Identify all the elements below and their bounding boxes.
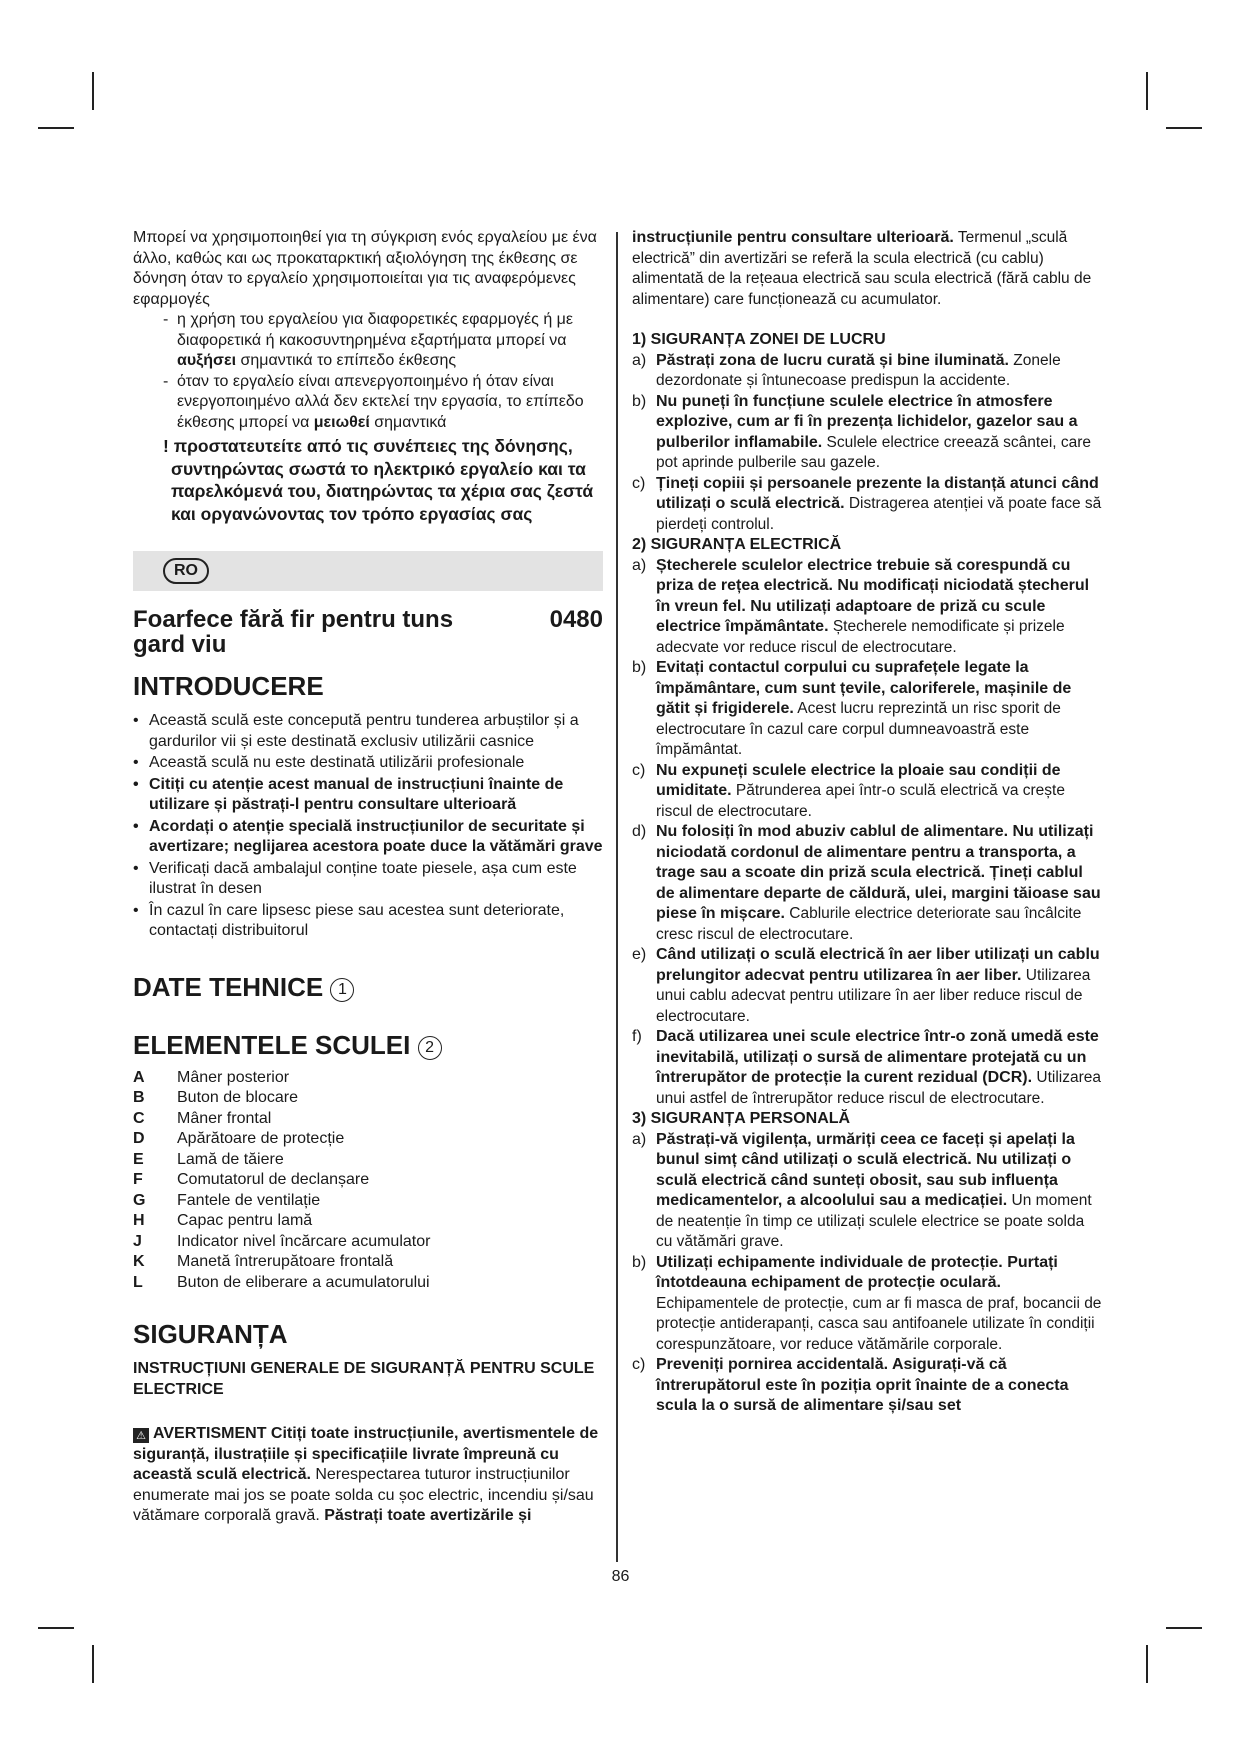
parts-list: A Mâner posterior B Buton de blocare C Mâner frontal D Apărătoare de protecție E Lamă de tăiere F Comutatorul de declanșare G Fantele de ventilație H Capac pentru lamă J Indicator nivel încărcare acumulator K Manetă întrerupătoare frontală L Buton de eliberare a acumulatorului bbox=[133, 1068, 603, 1294]
section-title: 3) SIGURANȚA PERSONALĂ bbox=[632, 1110, 851, 1127]
crop-mark bbox=[1146, 1645, 1148, 1683]
part-label: Lamă de tăiere bbox=[177, 1150, 284, 1168]
list-item: f) Dacă utilizarea unei scule electrice într-o zonă umedă este inevitabilă, utilizați o sursă de alimentare protejată cu un întrerupător de protecție la curent rezidual (DCR). Utilizarea unui astfel de întrerupător reduce riscul de electrocutare. bbox=[632, 1028, 1101, 1107]
crop-mark bbox=[1146, 72, 1148, 110]
greek-intro: Μπορεί να χρησιμοποιηθεί για τη σύγκριση ενός εργαλείου με ένα άλλο, καθώς και ως προκαταρκτική αξιολόγηση της έκθεσης σε δόνηση όταν το εργαλείο χρησιμοποιείται για τις αναφερόμενες εφαρμογές bbox=[133, 229, 597, 308]
language-badge: RO bbox=[163, 558, 209, 584]
warning-block: ⚠ AVERTISMENT Citiți toate instrucțiunile, avertismentele de siguranță, ilustrațiile și specificațiile livrate împreună cu această sculă electrică. Nerespectarea tuturor instrucțiunilor enumerate mai jos se poate solda cu șoc electric, incendiu și/sau vătămare corporală gravă. Păstrați toate avertizările și bbox=[133, 1425, 599, 1524]
list-item: e) Când utilizați o sculă electrică în aer liber utilizați un cablu prelungitor adecvat pentru utilizarea în aer liber. Utilizarea unui cablu adecvat pentru utilizare în aer liber reduce riscul de electrocutare. bbox=[632, 946, 1100, 1025]
list-item: a) Păstrați zona de lucru curată și bine iluminată. Zonele dezordonate și întunecoase predispun la accidente. bbox=[632, 351, 1061, 389]
tech-heading: DATE TEHNICE 1 bbox=[133, 972, 603, 1002]
list-item: c) Țineți copiii și persoanele prezente la distanță atunci când utilizați o sculă electrică. Distragerea atenției vă poate face să pierdeți controlul. bbox=[632, 474, 1102, 533]
list-item: b) Nu puneți în funcțiune sculele electrice în atmosfere explozive, cum ar fi în prezența lichidelor, gazelor sau a pulberilor inflamabile. Sculele electrice creează scântei, care pot aprinde pulberile sau gazele. bbox=[632, 392, 1092, 471]
section-title: 2) SIGURANȚA ELECTRICĂ bbox=[632, 536, 842, 553]
greek-warning: ! προστατευτείτε από τις συνέπειες της δόνησης, συντηρώντας σωστά το ηλεκτρικό εργαλείο και τα παρελκόμενά του, διατηρώντας τα χέρια σας ζεστά και οργανώνοντας τον τρόπο εργασίας σας bbox=[163, 436, 594, 524]
product-name: Foarfece fără fir pentru tuns gard viu bbox=[133, 606, 454, 658]
language-bar bbox=[133, 551, 603, 591]
list-item: d) Nu folosiți în mod abuziv cablul de alimentare. Nu utilizați niciodată cordonul de alimentare pentru a transporta, a trage sau a scoate din priză scula electrică. Țineți cablul de alimentare departe de căldură, ulei, margini tăioase sau piese în mișcare. Cablurile electrice deteriorate sau încâlcite cresc riscul de electrocutare. bbox=[632, 823, 1101, 943]
intro-heading: INTRODUCERE bbox=[133, 671, 324, 701]
crop-mark bbox=[92, 72, 94, 110]
elements-heading: ELEMENTELE SCULEI 2 bbox=[133, 1030, 603, 1060]
figure-ref: 2 bbox=[418, 1036, 442, 1060]
part-label: Indicator nivel încărcare acumulator bbox=[177, 1232, 431, 1250]
safety-heading: SIGURANȚA bbox=[133, 1319, 288, 1349]
product-code: 0480 bbox=[549, 606, 603, 633]
list-item: • Această sculă nu este destinată utilizării profesionale bbox=[133, 753, 603, 774]
intro-list bbox=[133, 711, 603, 942]
crop-mark bbox=[1166, 127, 1202, 129]
greek-dash-item: - όταν το εργαλείο είναι απενεργοποιημένο ή όταν είναι ενεργοποιημένο αλλά δεν εκτελεί την εργασία, το επίπεδο έκθεσης μπορεί να μειωθεί σημαντικά bbox=[163, 372, 584, 431]
list-item: a) Ștecherele sculelor electrice trebuie să corespundă cu priza de rețea electrică. Nu modificați niciodată ștecherul în vreun fel. Nu utilizați adaptoare de priză cu scule electrice împământate. Ștecherele nemodificate și prizele adecvate vor reduce riscul de electrocutare. bbox=[632, 556, 1090, 656]
crop-mark bbox=[92, 1645, 94, 1683]
crop-mark bbox=[38, 127, 74, 129]
part-label: Mâner posterior bbox=[177, 1068, 290, 1086]
safety-subheading: INSTRUCȚIUNI GENERALE DE SIGURANȚĂ PENTRU SCULE ELECTRICE bbox=[133, 1360, 595, 1398]
greek-dash-item: - η χρήση του εργαλείου για διαφορετικές εφαρμογές ή με διαφορετικά ή κακοσυντηρημένα εξαρτήματα μπορεί να αυξήσει σημαντικά το επίπεδο έκθεσης bbox=[163, 311, 574, 369]
part-label: Capac pentru lamă bbox=[177, 1212, 313, 1229]
list-item: • Această sculă este concepută pentru tunderea arbuștilor și a gardurilor vii și este destinată exclusiv utilizării casnice bbox=[133, 711, 603, 752]
part-label: Apărătoare de protecție bbox=[177, 1130, 345, 1147]
part-label: Comutatorul de declanșare bbox=[177, 1171, 370, 1188]
part-label: Fantele de ventilație bbox=[177, 1191, 321, 1209]
left-column bbox=[133, 228, 603, 1527]
part-label: Mâner frontal bbox=[177, 1109, 272, 1127]
crop-mark bbox=[1166, 1627, 1202, 1629]
section-title: 1) SIGURANȚA ZONEI DE LUCRU bbox=[632, 331, 886, 348]
right-column bbox=[632, 228, 1102, 1417]
list-item: b) Utilizați echipamente individuale de protecție. Purtați întotdeauna echipament de protecție oculară. Echipamentele de protecție, cum ar fi masca de praf, bocancii de protecție antiderapanți, casca sau antifoanele utilizate în condiții corespunzătoare, vor reduce vătămările corporale. bbox=[632, 1253, 1102, 1353]
list-item: • Citiți cu atenție acest manual de instrucțiuni înainte de utilizare și păstrați-l pentru consultare ulterioară bbox=[133, 775, 603, 816]
list-item: • În cazul în care lipsesc piese sau acestea sunt deteriorate, contactați distribuitorul bbox=[133, 901, 603, 942]
list-item: • Verificați dacă ambalajul conține toate piesele, așa cum este ilustrat în desen bbox=[133, 859, 603, 900]
page-number: 86 bbox=[611, 1568, 630, 1585]
crop-mark bbox=[38, 1627, 74, 1629]
list-item: b) Evitați contactul corpului cu suprafețele legate la împământare, cum sunt țevile, caloriferele, mașinile de gătit și frigiderele. Acest lucru reprezintă un risc sporit de electrocutare în cazul care corpul dumneavoastră este împământat. bbox=[632, 659, 1072, 758]
list-item: c) Nu expuneți sculele electrice la ploaie sau condiții de umiditate. Pătrunderea apei într-o sculă electrică va crește riscul de electrocutare. bbox=[632, 761, 1065, 820]
part-label: Buton de blocare bbox=[177, 1089, 298, 1106]
figure-ref: 1 bbox=[330, 978, 354, 1002]
list-item: c) Preveniți pornirea accidentală. Asigurați-vă că întrerupătorul este în poziția oprit înainte de a conecta scula la o sursă de alimentare și/sau set bbox=[632, 1356, 1069, 1414]
warning-icon: ⚠ bbox=[133, 1428, 149, 1443]
part-label: Manetă întrerupătoare frontală bbox=[177, 1253, 394, 1270]
warning-continuation: instrucțiunile pentru consultare ulterioară. Termenul „sculă electrică” din avertizări se referă la scula electrică (cu cablu) alimentată de la rețeaua electrică sau scula electrică (fără cablu de alimentare) care funcționează cu acumulator. bbox=[632, 229, 1092, 308]
list-item: a) Păstrați-vă vigilența, urmăriți ceea ce faceți și apelați la bunul simț când utilizați o sculă electrică. Nu utilizați o sculă electrică când sunteți obosit, sau sub influența medicamentelor, a alcoolului sau a medicației. Un moment de neatenție în timp ce utilizați sculele electrice se poate solda cu vătămări grave. bbox=[632, 1130, 1092, 1250]
column-divider bbox=[616, 232, 618, 1562]
list-item: • Acordați o atenție specială instrucțiunilor de securitate și avertizare; neglijarea acestora poate duce la vătămări grave bbox=[133, 817, 603, 858]
part-label: Buton de eliberare a acumulatorului bbox=[177, 1273, 430, 1291]
greek-section bbox=[133, 228, 603, 525]
product-title bbox=[133, 607, 603, 657]
